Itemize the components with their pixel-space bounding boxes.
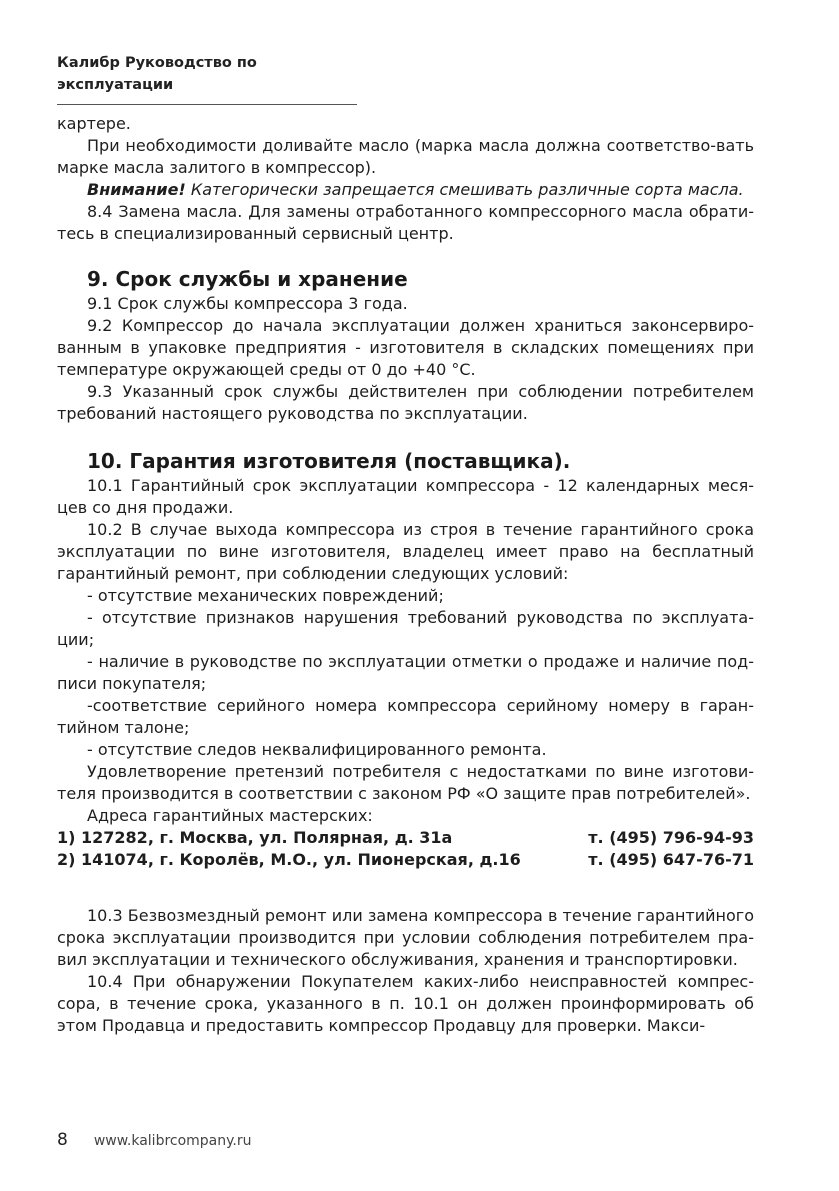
address-row: [57, 827, 754, 849]
address-text: 2) 141074, г. Королёв, М.О., ул. Пионерская, д.16: [57, 850, 521, 869]
paragraph-8-4: 8.4 Замена масла. Для замены отработанного компрессорного масла обрати-тесь в специализированный сервисный центр.: [57, 202, 754, 243]
page-content: [57, 113, 754, 1037]
paragraph-oil-topup: При необходимости доливайте масло (марка масла должна соответство-вать марке масла залитого в компрессор).: [57, 136, 754, 177]
warning-paragraph: [57, 179, 754, 201]
paragraph-satisfaction: Удовлетворение претензий потребителя с недостатками по вине изготови-теля производится в соответствии с законом РФ «О защите прав потребителей».: [57, 762, 754, 803]
page-header: [57, 52, 357, 105]
phone-number: т. (495) 796-94-93: [588, 828, 754, 847]
condition-item: - отсутствие механических повреждений;: [87, 586, 444, 605]
address-text: 1) 127282, г. Москва, ул. Полярная, д. 31а: [57, 828, 453, 847]
paragraph-10-4: 10.4 При обнаружении Покупателем каких-либо неисправностей компрес-сора, в течение срока, указанного в п. 10.1 он должен проинформировать об этом Продавца и предоставить компрессор Продавцу для проверки. Макси-: [57, 972, 754, 1035]
section-9-title: 9. Срок службы и хранение: [87, 267, 408, 291]
condition-item: - отсутствие признаков нарушения требований руководства по эксплуата-ции;: [57, 608, 754, 649]
page-footer: [57, 1130, 252, 1150]
address-row: [57, 849, 754, 871]
paragraph-10-3: 10.3 Безвозмездный ремонт или замена компрессора в течение гарантийного срока эксплуатации производится при условии соблюдения потребителем пра-вил эксплуатации и технического обслуживания, хранения и транспортировки.: [57, 906, 754, 969]
warning-text: Категорически запрещается смешивать различные сорта масла.: [185, 180, 744, 199]
header-title: Калибр Руководство по эксплуатации: [57, 55, 257, 93]
condition-item: -соответствие серийного номера компрессора серийному номеру в гаран-тийном талоне;: [57, 696, 754, 737]
page-number: 8: [57, 1130, 68, 1150]
condition-item: - отсутствие следов неквалифицированного ремонта.: [87, 740, 547, 759]
paragraph-10-1: 10.1 Гарантийный срок эксплуатации компрессора - 12 календарных меся-цев со дня продажи.: [57, 476, 754, 517]
paragraph-9-2: 9.2 Компрессор до начала эксплуатации должен храниться законсервиро-ванным в упаковке предприятия - изготовителя в складских помещениях при температуре окружающей среды от 0 до +40 °C.: [57, 316, 754, 379]
section-10-title: 10. Гарантия изготовителя (поставщика).: [87, 449, 571, 473]
paragraph-9-3: 9.3 Указанный срок службы действителен при соблюдении потребителем требований настоящего руководства по эксплуатации.: [57, 382, 754, 423]
spacer: [57, 871, 754, 905]
warning-label: Внимание!: [87, 180, 186, 199]
header-rule: [57, 104, 357, 105]
addresses-label: Адреса гарантийных мастерских:: [87, 806, 373, 825]
paragraph-9-1: 9.1 Срок службы компрессора 3 года.: [87, 294, 408, 313]
paragraph-continuation: картере.: [57, 114, 131, 133]
condition-item: - наличие в руководстве по эксплуатации отметки о продаже и наличие под-писи покупателя;: [57, 652, 754, 693]
website-link[interactable]: www.kalibrcompany.ru: [93, 1133, 252, 1149]
paragraph-10-2: 10.2 В случае выхода компрессора из строя в течение гарантийного срока эксплуатации по вине изготовителя, владелец имеет право на бесплатный гарантийный ремонт, при соблюдении следующих условий:: [57, 520, 754, 583]
phone-number: т. (495) 647-76-71: [588, 850, 754, 869]
